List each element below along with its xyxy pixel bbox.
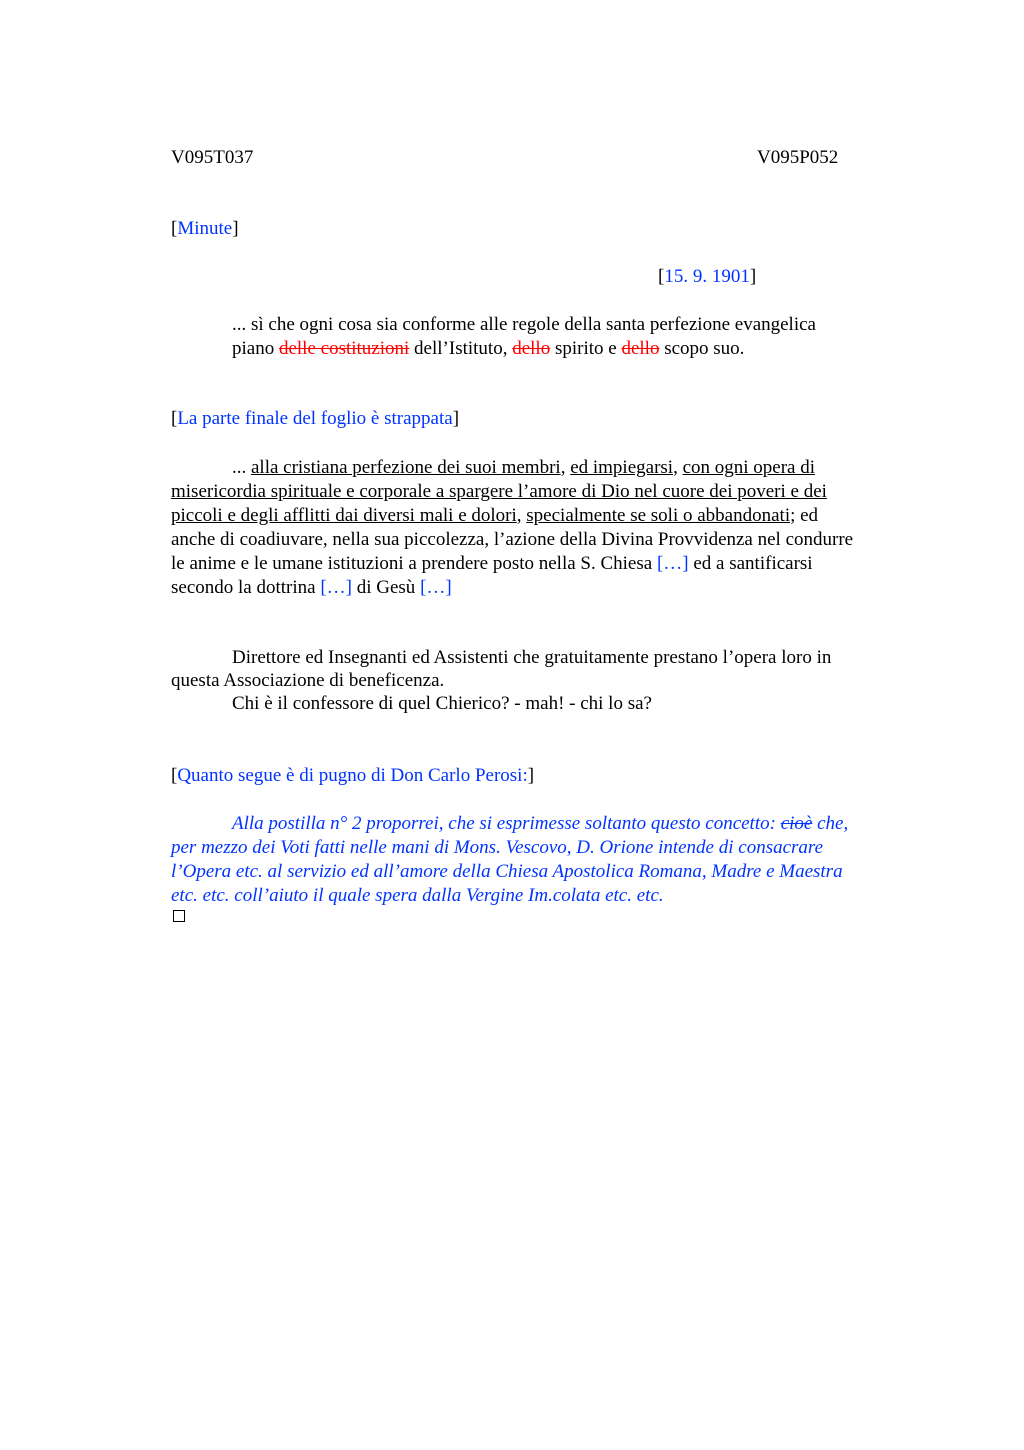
paragraph-3: Direttore ed Insegnanti ed Assistenti che gratuitamente prestano l’opera loro in questa Associazione di beneficenza. Chi è il confessore di quel Chierico? - mah! - chi lo sa? (171, 647, 832, 714)
date-label: [15. 9. 1901] (658, 266, 757, 287)
paragraph-4: Alla postilla n° 2 proporrei, che si esprimesse soltanto questo concetto: cioè che, per mezzo dei Voti fatti nelle mani di Mons. Vescovo, D. Orione intende di consacrare l’Opera etc. al servizio ed all’amore della Chiesa Apostolica Romana, Madre e Maestra etc. etc. coll’aiuto il quale spera dalla Vergine Im.colata etc. etc. (171, 813, 849, 906)
left-code: V095T037 (171, 147, 254, 168)
minute-label: [Minute] (171, 218, 239, 239)
paragraph-2: ... alla cristiana perfezione dei suoi membri, ed impiegarsi, con ogni opera di misericordia spirituale e corporale a spargere l’amore di Dio nel cuore dei poveri e dei piccoli e degli afflitti dai diversi mali e dolori, specialmente se soli o abbandonati; ed anche di coadiuvare, nella sua piccolezza, l’azione della Divina Provvidenza nel condurre le anime e le umane istituzioni a prendere posto nella S. Chiesa […] ed a santificarsi secondo la dottrina […] di Gesù […] (171, 457, 854, 598)
right-code: V095P052 (757, 147, 839, 168)
editor-note-torn: [La parte finale del foglio è strappata] (171, 408, 460, 429)
editor-note-perosi: [Quanto segue è di pugno di Don Carlo Perosi:] (171, 765, 535, 786)
end-marker-box (173, 910, 185, 922)
paragraph-1: ... sì che ogni cosa sia conforme alle regole della santa perfezione evangelica piano delle costituzioni dell’Istituto, dello spirito e dello scopo suo. (232, 314, 816, 359)
